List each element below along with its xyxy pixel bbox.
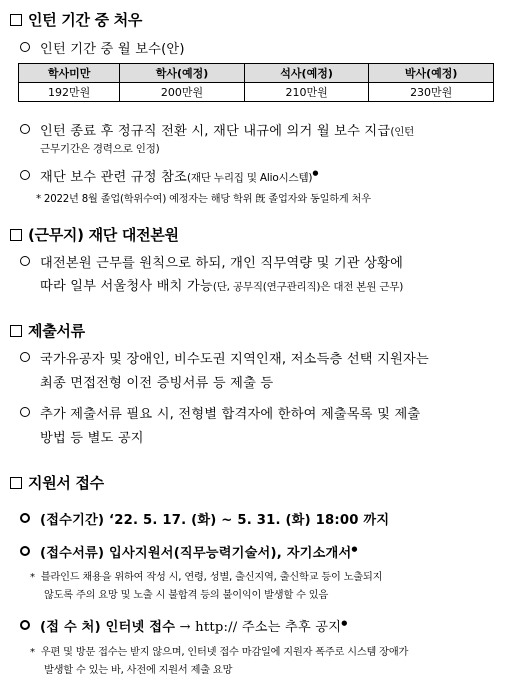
table-header-cell: 박사(예정) [369, 64, 494, 83]
table-header-cell: 학사미만 [19, 64, 120, 83]
section-title: 인턴 기간 중 처우 [28, 11, 143, 29]
bullet-application-place [20, 616, 348, 635]
table-cell: 230만원 [369, 83, 494, 102]
circle-bullet-icon [20, 256, 30, 266]
bullet-workplace [20, 252, 403, 271]
bullet-documents-1 [20, 348, 429, 367]
section-heading-workplace [10, 224, 179, 245]
circle-bullet-icon [20, 352, 30, 362]
bullet-application-period [20, 509, 389, 528]
bullet-text: 따라 일부 서울청사 배치 가능 [40, 279, 213, 294]
internet-application-note-cont [44, 661, 232, 676]
note-text: 우편 및 방문 접수는 받지 않으며, 인터넷 접수 마감일에 지원자 폭주로 시스템 장애가 [40, 647, 409, 658]
bullet-subtext: 근무기간은 경력으로 인정) [40, 143, 160, 155]
table-header-row [19, 64, 494, 83]
graduation-note [36, 190, 371, 205]
table-cell: 210만원 [244, 83, 369, 102]
footnote-mark: ● [341, 619, 348, 627]
bullet-text: 재단 보수 관련 규정 참조 [40, 170, 187, 185]
bullet-regular-conversion [20, 120, 414, 139]
table-row [19, 83, 494, 102]
circle-bullet-icon [20, 124, 30, 134]
bullet-workplace-cont [40, 275, 403, 294]
bullet-text: 국가유공자 및 장애인, 비수도권 지역인재, 저소득층 선택 지원자는 [40, 352, 429, 367]
bullet-text: 대전본원 근무를 원칙으로 하되, 개인 직무역량 및 기관 상황에 [40, 256, 404, 271]
checkbox-square-icon [10, 229, 22, 241]
section-title: 제출서류 [28, 322, 85, 340]
section-heading-treatment [10, 9, 142, 30]
circle-bullet-icon [20, 170, 30, 180]
footnote-mark: ● [312, 169, 319, 177]
bullet-application-documents [20, 542, 358, 561]
asterisk-icon: * [30, 647, 35, 658]
table-header-cell: 석사(예정) [244, 64, 369, 83]
checkbox-square-icon [10, 325, 22, 337]
note-text: 블라인드 채용을 위하여 작성 시, 연령, 성별, 출신지역, 출신학교 등이 노출되지 [40, 572, 383, 583]
circle-bullet-icon [20, 42, 30, 52]
footnote-mark: ● [351, 545, 358, 553]
bullet-subtext: (단, 공무직(연구관리직)은 대전 본원 근무) [212, 281, 404, 293]
bullet-pay-regulation [20, 166, 319, 185]
internet-application-note [30, 643, 408, 658]
bullet-text: (접수기간) ‘22. 5. 17. (화) ~ 5. 31. (화) 18:00 까지 [40, 513, 390, 528]
checkbox-square-icon [10, 14, 22, 26]
bullet-monthly-pay [20, 38, 185, 57]
table-cell: 200만원 [120, 83, 245, 102]
bullet-subtext: (인턴 [390, 126, 415, 138]
salary-table [18, 63, 494, 102]
section-title: 지원서 접수 [28, 474, 104, 492]
bullet-text: 인턴 종료 후 정규직 전환 시, 재단 내규에 의거 월 보수 지급 [40, 124, 391, 139]
section-heading-application [10, 472, 104, 493]
section-title: (근무지) 재단 대전본원 [28, 226, 179, 244]
bullet-text: 추가 제출서류 필요 시, 전형별 합격자에 한하여 제출목록 및 제출 [40, 407, 421, 422]
bullet-regular-conversion-cont [40, 141, 160, 156]
asterisk-icon: * [30, 572, 35, 583]
table-header-cell: 학사(예정) [120, 64, 245, 83]
note-text: 발생할 수 있는 바, 사전에 지원서 제출 요망 [44, 665, 233, 676]
circle-bullet-icon [20, 546, 30, 556]
checkbox-square-icon [10, 477, 22, 489]
bullet-text: 최종 면접전형 이전 증빙서류 등 제출 등 [40, 376, 274, 391]
section-heading-documents [10, 320, 85, 341]
bullet-documents-1-cont [40, 372, 273, 391]
bullet-text: 방법 등 별도 공지 [40, 431, 144, 446]
blind-recruitment-note-cont [44, 586, 328, 601]
bullet-documents-2 [20, 403, 420, 422]
circle-bullet-icon [20, 407, 30, 417]
note-text: 않도록 주의 요망 및 노출 시 불합격 등의 불이익이 발생할 수 있음 [44, 590, 329, 601]
blind-recruitment-note [30, 568, 382, 583]
url-text: → http:// 주소는 추후 공지 [175, 620, 342, 635]
bullet-text: (접 수 처) 인터넷 접수 [40, 620, 176, 635]
bullet-text: (접수서류) 입사지원서(직무능력기술서), 자기소개서 [40, 546, 352, 561]
note-text: * 2022년 8월 졸업(학위수여) 예정자는 해당 학위 旣 졸업자와 동일하게 처우 [36, 194, 371, 205]
circle-bullet-icon [20, 513, 30, 523]
circle-bullet-icon [20, 620, 30, 630]
bullet-documents-2-cont [40, 427, 144, 446]
bullet-text: 인턴 기간 중 월 보수(안) [40, 42, 185, 57]
table-cell: 192만원 [19, 83, 120, 102]
bullet-subtext: (재단 누리집 및 Alio시스템) [186, 172, 313, 184]
